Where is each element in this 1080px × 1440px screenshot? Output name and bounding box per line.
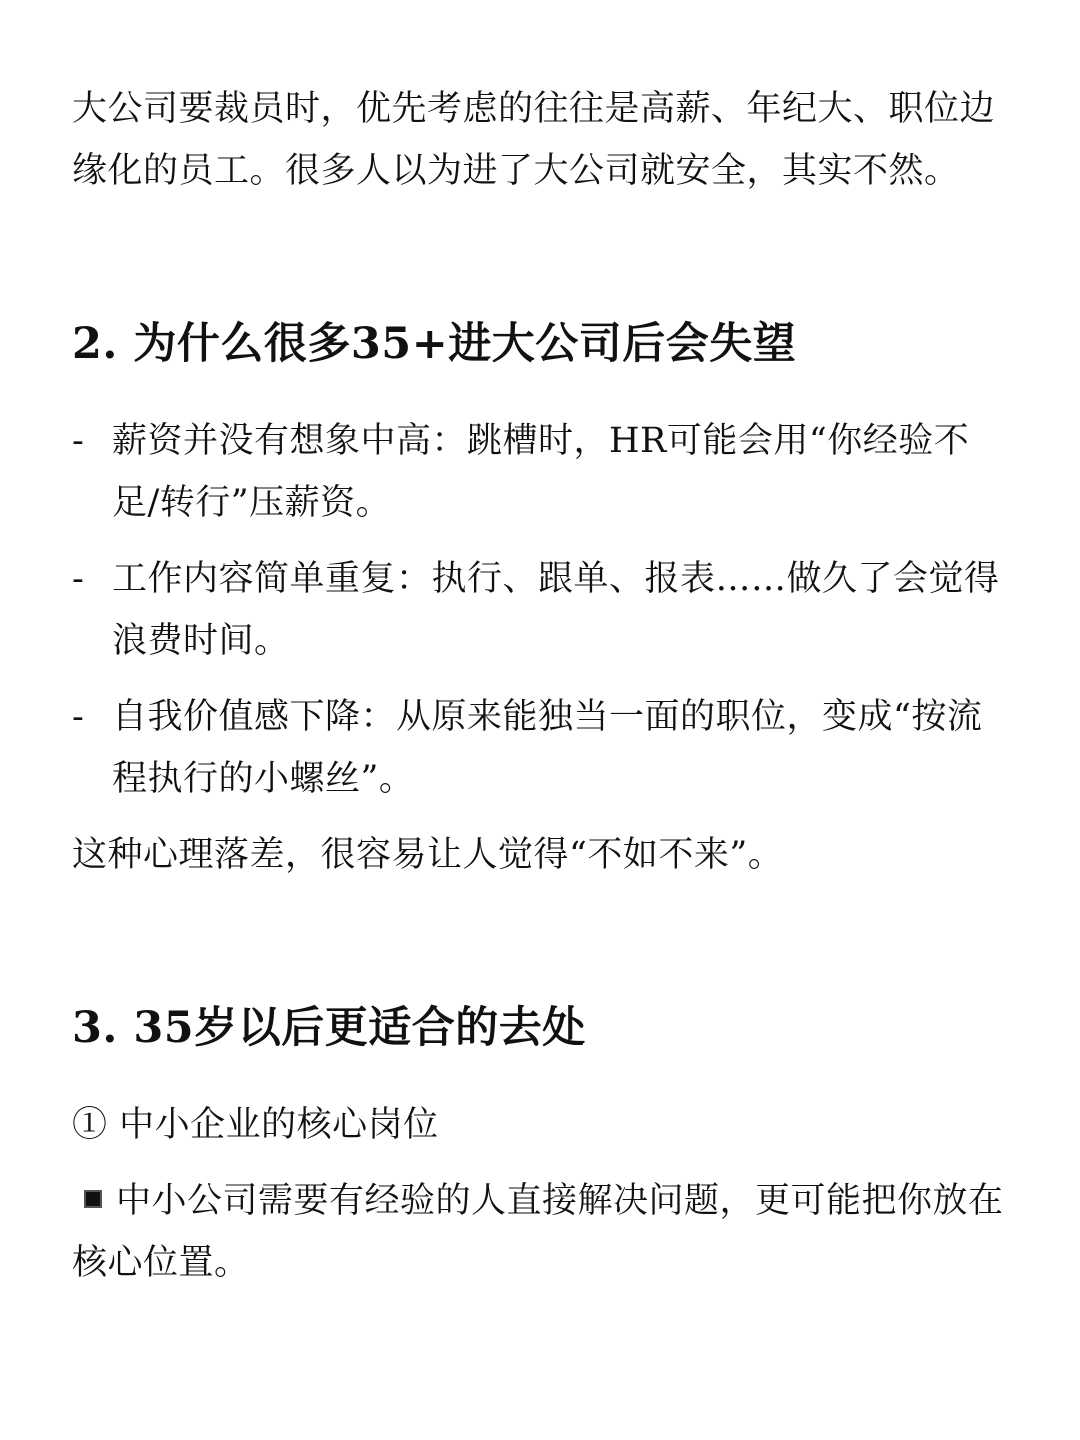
section-2-conclusion: 这种心理落差，很容易让人觉得“不如不来”。 (72, 835, 784, 875)
bullet-item-work-content (72, 548, 1008, 672)
section-3-subheading: ① 中小企业的核心岗位 (72, 1105, 439, 1145)
black-square-icon (84, 1190, 102, 1208)
section-2-heading: 2. 为什么很多35+进大公司后会失望 (72, 319, 797, 369)
intro-paragraph: 大公司要裁员时，优先考虑的往往是高薪、年纪大、职位边缘化的员工。很多人以为进了大公司就安全，其实不然。 (72, 89, 996, 191)
dash-bullet: - (72, 421, 85, 461)
section-3-detail (72, 1170, 1008, 1294)
bullet-text: 薪资并没有想象中高：跳槽时，HR可能会用“你经验不足/转行”压薪资。 (112, 421, 970, 523)
dash-bullet: - (72, 559, 85, 599)
section-2-bullet-list (72, 410, 1008, 810)
dash-bullet: - (72, 697, 85, 737)
article-body (72, 78, 1008, 1294)
bullet-text: 自我价值感下降：从原来能独当一面的职位，变成“按流程执行的小螺丝”。 (112, 697, 983, 799)
bullet-item-self-worth (72, 686, 1008, 810)
section-3-heading: 3. 35岁以后更适合的去处 (72, 1003, 586, 1053)
section-3-detail-text: 中小公司需要有经验的人直接解决问题，更可能把你放在核心位置。 (72, 1181, 1004, 1283)
bullet-text: 工作内容简单重复：执行、跟单、报表……做久了会觉得浪费时间。 (112, 559, 1000, 661)
bullet-item-salary (72, 410, 1008, 534)
